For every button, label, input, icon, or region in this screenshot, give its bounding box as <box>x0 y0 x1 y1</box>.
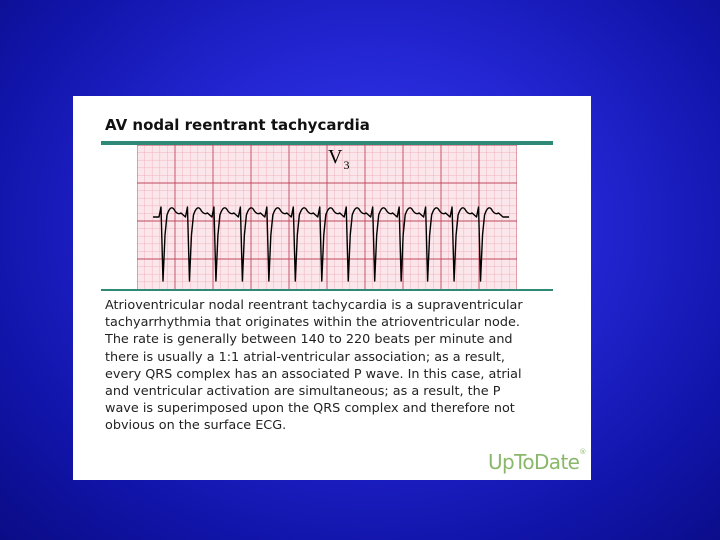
lead-subscript: 3 <box>343 158 350 172</box>
uptodate-logo <box>488 450 586 474</box>
lead-label <box>328 146 350 172</box>
ecg-strip <box>137 145 517 289</box>
bottom-divider <box>101 289 553 291</box>
slide-card <box>73 96 591 480</box>
description-text: Atrioventricular nodal reentrant tachycardia is a supraventricular tachyarrhythmia that originates within the atrioventricular node. The rate is generally between 140 to 220 beats per minute and there is usually a 1:1 atrial-ventricular association; as a result, every QRS complex has an associated P wave. In this case, atrial and ventricular activation are simultaneous; as a result, the P wave is superimposed upon the QRS complex and therefore not obvious on the surface ECG. <box>105 298 523 434</box>
logo-text: UpToDate <box>488 450 580 474</box>
slide-title: AV nodal reentrant tachycardia <box>105 116 370 134</box>
lead-letter: V <box>328 146 343 168</box>
registered-mark: ® <box>579 448 586 456</box>
